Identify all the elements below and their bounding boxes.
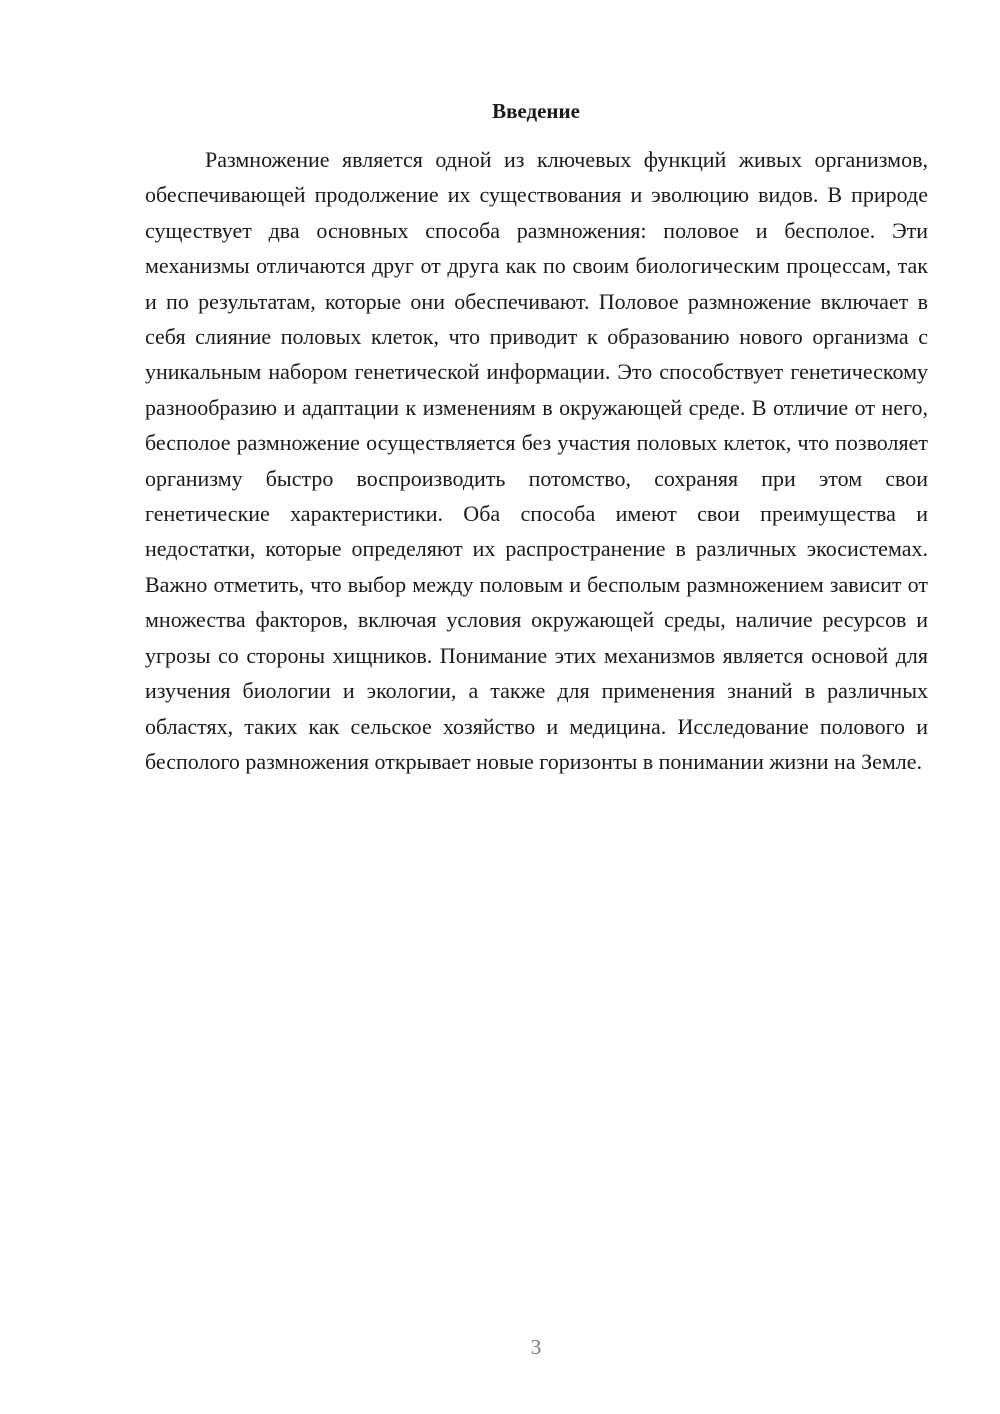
page-number: 3 <box>530 1335 542 1359</box>
section-heading: Введение <box>492 99 580 123</box>
body-paragraph: Размножение является одной из ключевых функций живых организмов, обеспечивающей продолжение их существования и эволюцию видов. В природе существует два основных способа размножения: половое и бесполое. Эти механизмы отличаются друг от друга как по своим биологическим процессам, так и по результатам, которые они обеспечивают. Половое размножение включает в себя слияние половых клеток, что приводит к образованию нового организма с уникальным набором генетической информации. Это способствует генетическому разнообразию и адаптации к изменениям в окружающей среде. В отличие от него, бесполое размножение осуществляется без участия половых клеток, что позволяет организму быстро воспроизводить потомство, сохраняя при этом свои генетические характеристики. Оба способа имеют свои преимущества и недостатки, которые определяют их распространение в различных экосистемах. Важно отметить, что выбор между половым и бесполым размножением зависит от множества факторов, включая условия окружающей среды, наличие ресурсов и угрозы со стороны хищников. Понимание этих механизмов является основой для изучения биологии и экологии, а также для применения знаний в различных областях, таких как сельское хозяйство и медицина. Исследование полового и бесполого размножения открывает новые горизонты в понимании жизни на Земле. <box>145 147 928 774</box>
